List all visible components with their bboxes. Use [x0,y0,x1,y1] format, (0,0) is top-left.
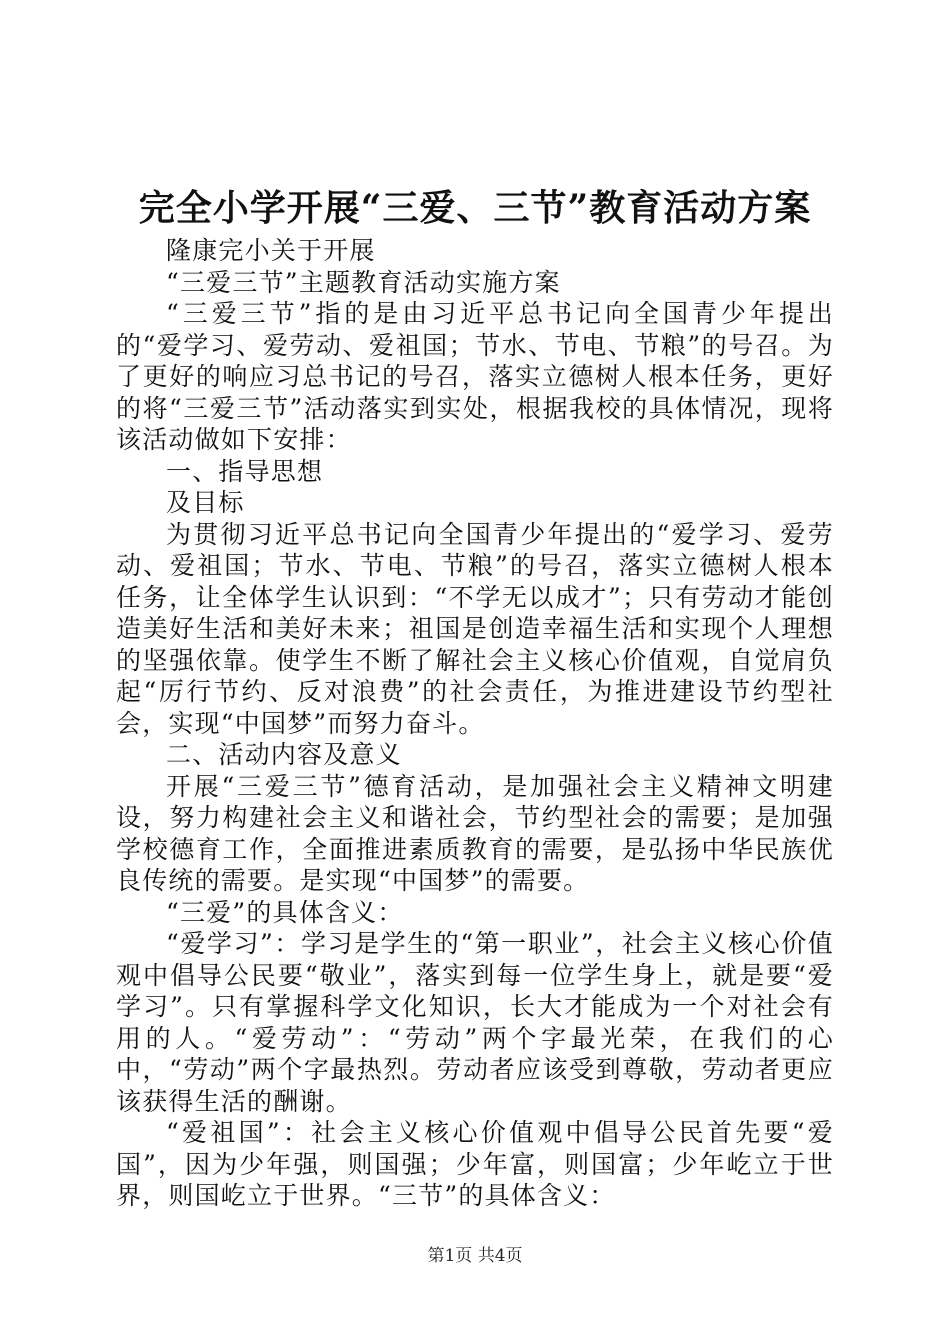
document-body [116,235,834,1212]
heading-and-goals: 及目标 [166,488,245,517]
heading-activity-content: 二、活动内容及意义 [166,740,402,769]
paragraph-goals: 为贯彻习近平总书记向全国青少年提出的“爱学习、爱劳动、爱祖国；节水、节电、节粮”的号召，落实立德树人根本任务，让全体学生认识到：“不学无以成才”；只有劳动才能创造美好生活和美好未来；祖国是创造幸福生活和实现个人理想的坚强依靠。使学生不断了解社会主义核心价值观，自觉肩负起“厉行节约、反对浪费”的社会责任，为推进建设节约型社会，实现“中国梦”而努力奋斗。 [116,519,834,738]
heading-three-loves-meaning: “三爱”的具体含义： [166,897,404,927]
document-title: 完全小学开展“三爱、三节”教育活动方案 [138,187,812,229]
paragraph-introduction: “三爱三节”指的是由习近平总书记向全国青少年提出的“爱学习、爱劳动、爱祖国；节水、节电、节粮”的号召。为了更好的响应习总书记的号召，落实立德树人根本任务，更好的将“三爱三节”活动落实到实处，根据我校的具体情况，现将该活动做如下安排： [116,299,834,454]
paragraph-love-motherland: “爱祖国”：社会主义核心价值观中倡导公民首先要“爱国”，因为少年强，则国强；少年富，则国富；少年屹立于世界，则国屹立于世界。“三节”的具体含义： [116,1118,834,1210]
page-number-footer: 第1页 共4页 [427,1246,523,1266]
paragraph-school-intro: 隆康完小关于开展 [166,236,376,265]
paragraph-activity-significance: 开展“三爱三节”德育活动，是加强社会主义精神文明建设，努力构建社会主义和谐社会，节约型社会的需要；是加强学校德育工作，全面推进素质教育的需要，是弘扬中华民族优良传统的需要。是实现“中国梦”的需要。 [116,771,834,895]
paragraph-plan-subtitle: “三爱三节”主题教育活动实施方案 [166,267,561,297]
paragraph-love-learning-labor: “爱学习”：学习是学生的“第一职业”，社会主义核心价值观中倡导公民要“敬业”，落实到每一位学生身上，就是要“爱学习”。只有掌握科学文化知识，长大才能成为一个对社会有用的人。“爱劳动”：“劳动”两个字最光荣，在我们的心中，“劳动”两个字最热烈。劳动者应该受到尊敬，劳动者更应该获得生活的酬谢。 [116,929,834,1116]
heading-guiding-ideology: 一、指导思想 [166,456,324,486]
